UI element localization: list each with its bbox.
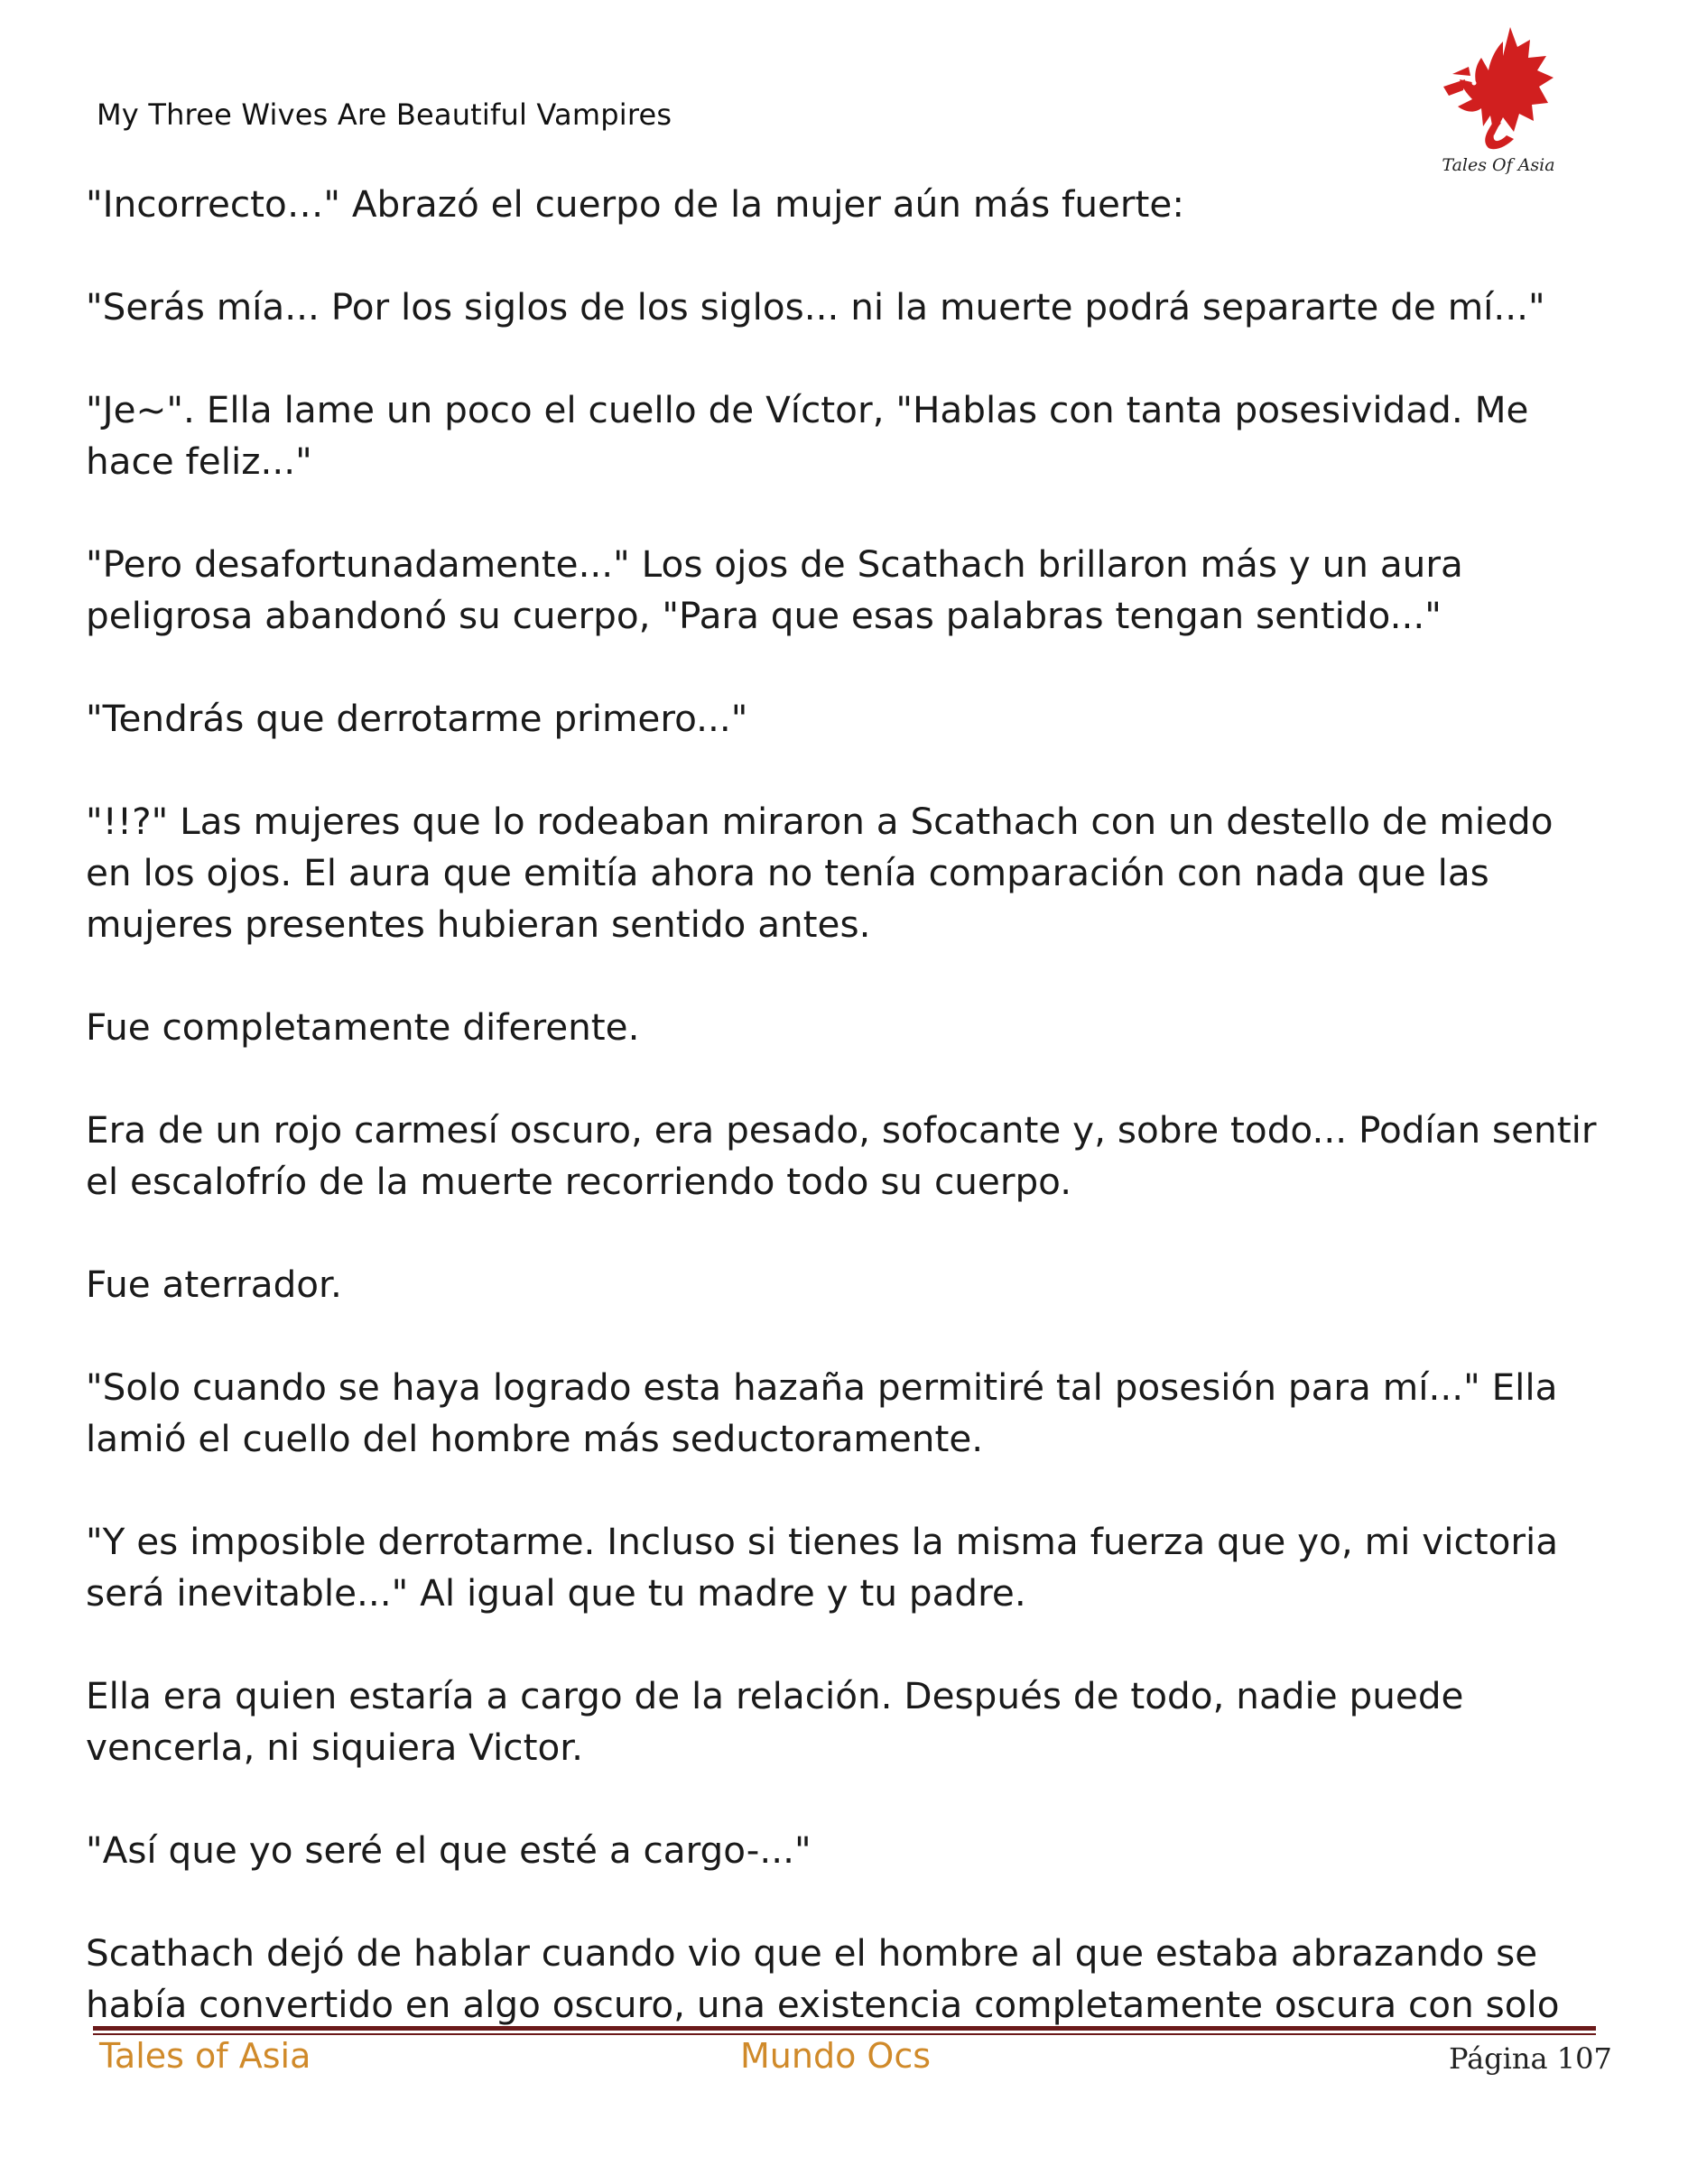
paragraph: Era de un rojo carmesí oscuro, era pesado, sofocante y, sobre todo... Podían sentir el escalofrío de la muerte recorriendo todo su cuerpo.: [86, 1108, 1597, 1203]
paragraph: "Je~". Ella lame un poco el cuello de Víctor, "Hablas con tanta posesividad. Me hace feliz...": [86, 388, 1529, 483]
paragraph: "Solo cuando se haya logrado esta hazaña permitiré tal posesión para mí..." Ella lamió el cuello del hombre más seductoramente.: [86, 1365, 1558, 1460]
footer-divider: [93, 2026, 1596, 2031]
page-number: Página 107: [1449, 2041, 1612, 2076]
paragraph: "Pero desafortunadamente..." Los ojos de Scathach brillaron más y un aura peligrosa abandonó su cuerpo, "Para que esas palabras tengan sentido...": [86, 542, 1463, 637]
book-title: My Three Wives Are Beautiful Vampires: [97, 97, 672, 132]
dragon-logo-icon: [1431, 20, 1566, 155]
logo-text: Tales Of Asia: [1442, 155, 1555, 175]
paragraph: Fue aterrador.: [86, 1263, 342, 1306]
paragraph: Scathach dejó de hablar cuando vio que el hombre al que estaba abrazando se había convertido en algo oscuro, una existencia completamente oscura con solo: [86, 1931, 1560, 2026]
footer-section-name: Mundo Ocs: [740, 2036, 932, 2076]
paragraph: "Tendrás que derrotarme primero...": [86, 697, 748, 740]
paragraph: "Y es imposible derrotarme. Incluso si tienes la misma fuerza que yo, mi victoria será inevitable..." Al igual que tu madre y tu padre.: [86, 1520, 1559, 1615]
paragraph: "Serás mía... Por los siglos de los siglos... ni la muerte podrá separarte de mí...": [86, 285, 1545, 329]
tales-of-asia-logo: [1431, 20, 1566, 182]
paragraph: "!!?" Las mujeres que lo rodeaban miraron a Scathach con un destello de miedo en los ojos. El aura que emitía ahora no tenía comparación con nada que las mujeres presentes hubieran sentido antes.: [86, 800, 1554, 946]
footer-site-name: Tales of Asia: [99, 2036, 311, 2076]
footer-divider-thin: [93, 2033, 1596, 2035]
paragraph: "Así que yo seré el que esté a cargo-...": [86, 1828, 812, 1872]
paragraph: Fue completamente diferente.: [86, 1005, 640, 1049]
page-body: [86, 179, 1602, 2031]
paragraph: Ella era quien estaría a cargo de la relación. Después de todo, nadie puede vencerla, ni siquiera Victor.: [86, 1674, 1464, 1769]
paragraph: "Incorrecto…" Abrazó el cuerpo de la mujer aún más fuerte:: [86, 182, 1184, 226]
